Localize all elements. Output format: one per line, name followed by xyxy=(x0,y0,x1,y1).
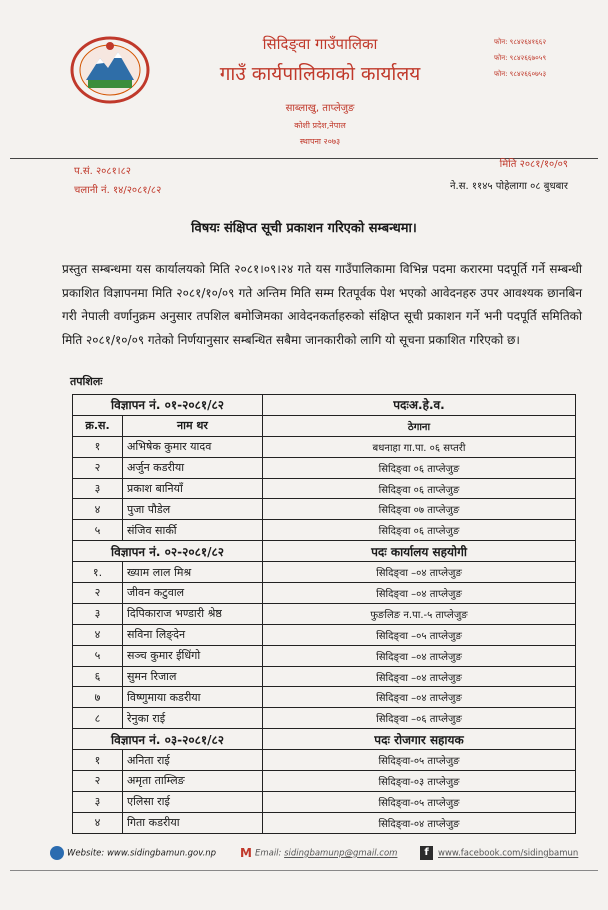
office-established: स्थापना २०७३ xyxy=(299,137,341,146)
office-location: साब्लाखु, ताप्लेजुङ xyxy=(285,103,355,114)
nepal-sambat-date: ने.स. ११४५ पोहेलागा ०८ बुधबार xyxy=(449,181,568,192)
office-name: गाउँ कार्यपालिकाको कार्यालय xyxy=(219,63,421,85)
serial-number: ५ xyxy=(73,645,123,666)
candidate-address: सिदिङ्वा-०५ ताप्लेजुङ xyxy=(263,750,576,771)
serial-number: ४ xyxy=(73,499,123,520)
serial-number: ७ xyxy=(73,687,123,708)
serial-number: ३ xyxy=(73,791,123,812)
footer-divider xyxy=(10,870,598,871)
candidate-name: गिता कडरीया xyxy=(123,812,263,833)
table-row xyxy=(73,499,576,520)
candidate-address: सिदिङ्वा ०६ ताप्लेजुङ xyxy=(263,457,576,478)
globe-icon xyxy=(50,846,64,860)
post-name: पदःअ.हे.व. xyxy=(263,395,576,416)
table-row xyxy=(73,457,576,478)
advert-header-row xyxy=(73,729,576,750)
candidate-address: सिदिङ्वा-०५ ताप्लेजुङ xyxy=(263,791,576,812)
table-row xyxy=(73,624,576,645)
mail-icon: M xyxy=(240,846,252,860)
candidate-address: सिदिङ्वा –०४ ताप्लेजुङ xyxy=(263,562,576,583)
email-address: sidingbamunp@gmail.com xyxy=(284,848,398,859)
candidate-name: अभिषेक कुमार यादव xyxy=(123,436,263,457)
candidate-name: दिपिकाराज भण्डारी श्रेष्ठ xyxy=(123,603,263,624)
serial-number: १. xyxy=(73,562,123,583)
contact-phone-1: फोन: ९८४२६४१६६२ xyxy=(494,38,547,46)
footer-website[interactable]: Website: www.sidingbamun.gov.np xyxy=(50,846,216,860)
serial-number: २ xyxy=(73,583,123,604)
serial-number: ३ xyxy=(73,603,123,624)
table-row xyxy=(73,520,576,541)
serial-number: ३ xyxy=(73,478,123,499)
post-name: पदः कार्यालय सहयोगी xyxy=(263,541,576,562)
candidate-address: फुङलिङ न.पा.-५ ताप्लेजुङ xyxy=(263,603,576,624)
table-row xyxy=(73,603,576,624)
contact-phone-2: फोन: ९८४२६६७०५९ xyxy=(494,54,547,62)
candidate-table xyxy=(72,394,576,834)
email-label: Email: xyxy=(254,848,282,859)
table-row xyxy=(73,812,576,833)
serial-number: २ xyxy=(73,457,123,478)
candidate-address: सिदिङ्वा-०४ ताप्लेजुङ xyxy=(263,812,576,833)
notice-body: प्रस्तुत सम्बन्धमा यस कार्यालयको मिति २०८१।०९।२४ गते यस गाउँपालिकामा विभिन्न पदमा करारमा पदपूर्ति गर्ने सम्बन्धी प्रकाशित विज्ञापनमा मिति २०८१/१०/०९ गते अन्तिम मिति सम्म रितपूर्वक पेश भएको आवेदनहरु उपर आवश्यक छानबिन गरी नेपाली वर्णानुक्रम अनुसार तपशिल बमोजिमका आवेदनकर्ताहरुको संक्षिप्त सूची प्रकाशन गर्ने भनी पदपूर्ति समितिको मिति २०८१/१०/०९ गतेको निर्णयानुसार सम्बन्धित सबैमा जानकारीको लागि यो सूचना प्रकाशित गरिएको छ। xyxy=(62,262,582,347)
serial-number: ८ xyxy=(73,708,123,729)
advert-header-row xyxy=(73,541,576,562)
advert-number: विज्ञापन नं. ०२-२०८१/८२ xyxy=(73,541,263,562)
candidate-name: अनिता राई xyxy=(123,750,263,771)
candidate-name: अर्जुन कडरीया xyxy=(123,457,263,478)
serial-number: ४ xyxy=(73,624,123,645)
table-row xyxy=(73,771,576,792)
serial-number: २ xyxy=(73,771,123,792)
reference-chalani: चलानी नं. १४/२०८१/८२ xyxy=(74,185,162,196)
table-row xyxy=(73,583,576,604)
post-name: पदः रोजगार सहायक xyxy=(263,729,576,750)
candidate-name: प्रकाश बानियाँ xyxy=(123,478,263,499)
serial-number: ५ xyxy=(73,520,123,541)
table-row xyxy=(73,562,576,583)
footer xyxy=(50,842,590,864)
table-row xyxy=(73,666,576,687)
footer-email[interactable] xyxy=(240,846,397,860)
col-address-header: ठेगाना xyxy=(263,415,576,436)
table-row xyxy=(73,750,576,771)
table-row xyxy=(73,436,576,457)
candidate-address: सिदिङ्वा –०६ ताप्लेजुङ xyxy=(263,708,576,729)
candidate-name: सञ्च कुमार ईधिंगो xyxy=(123,645,263,666)
table-row xyxy=(73,687,576,708)
candidate-address: सिदिङ्वा –०४ ताप्लेजुङ xyxy=(263,645,576,666)
facebook-icon: f xyxy=(420,846,433,860)
letterhead-contacts xyxy=(494,34,546,82)
candidate-name: सविना लिङ्देन xyxy=(123,624,263,645)
col-sn-header: क्र.स. xyxy=(73,415,123,436)
candidate-name: जीवन कटुवाल xyxy=(123,583,263,604)
serial-number: ४ xyxy=(73,812,123,833)
candidate-address: सिदिङ्वा ०६ ताप्लेजुङ xyxy=(263,520,576,541)
candidate-name: रेनुका राई xyxy=(123,708,263,729)
advert-header-row xyxy=(73,395,576,416)
candidate-address: सिदिङ्वा –०४ ताप्लेजुङ xyxy=(263,583,576,604)
candidate-name: विष्णुमाया कडरीया xyxy=(123,687,263,708)
candidate-address: सिदिङ्वा-०३ ताप्लेजुङ xyxy=(263,771,576,792)
candidate-address: बधनाहा गा.पा. ०६ सप्तरी xyxy=(263,436,576,457)
candidate-address: सिदिङ्वा –०५ ताप्लेजुङ xyxy=(263,624,576,645)
details-label: तपशिलः xyxy=(70,375,103,388)
candidate-name: पुजा पौडेल xyxy=(123,499,263,520)
candidate-name: संजिव सार्की xyxy=(123,520,263,541)
serial-number: १ xyxy=(73,750,123,771)
candidate-address: सिदिङ्वा –०४ ताप्लेजुङ xyxy=(263,687,576,708)
advert-number: विज्ञापन नं. ०३-२०८१/८२ xyxy=(73,729,263,750)
letter-date: मिति २०८१/१०/०९ xyxy=(499,159,568,170)
office-province: कोशी प्रदेश,नेपाल xyxy=(294,121,346,130)
reference-patra: प.सं. २०८१।८२ xyxy=(74,166,131,177)
footer-facebook[interactable]: f www.facebook.com/sidingbamun xyxy=(420,846,578,860)
municipality-name: सिदिङ्वा गाउँपालिका xyxy=(262,35,378,53)
table-row xyxy=(73,708,576,729)
emblem-logo-icon xyxy=(70,36,150,104)
advert-number: विज्ञापन नं. ०१-२०८१/८२ xyxy=(73,395,263,416)
subject-line: विषयः संक्षिप्त सूची प्रकाशन गरिएको सम्बन्धमा। xyxy=(191,221,417,236)
candidate-name: सुमन रिजाल xyxy=(123,666,263,687)
candidate-name: ख्याम लाल मिश्र xyxy=(123,562,263,583)
candidate-address: सिदिङ्वा ०६ ताप्लेजुङ xyxy=(263,478,576,499)
candidate-name: एलिसा राई xyxy=(123,791,263,812)
serial-number: १ xyxy=(73,436,123,457)
contact-phone-3: फोन: ९८४२६६०७५३ xyxy=(494,70,547,78)
candidate-address: सिदिङ्वा –०४ ताप्लेजुङ xyxy=(263,666,576,687)
table-row xyxy=(73,478,576,499)
candidate-name: अमृता ताम्लिङ xyxy=(123,771,263,792)
column-header-row xyxy=(73,415,576,436)
table-row xyxy=(73,791,576,812)
table-row xyxy=(73,645,576,666)
serial-number: ६ xyxy=(73,666,123,687)
candidate-address: सिदिङ्वा ०७ ताप्लेजुङ xyxy=(263,499,576,520)
col-name-header: नाम थर xyxy=(123,415,263,436)
letterhead xyxy=(190,34,450,147)
